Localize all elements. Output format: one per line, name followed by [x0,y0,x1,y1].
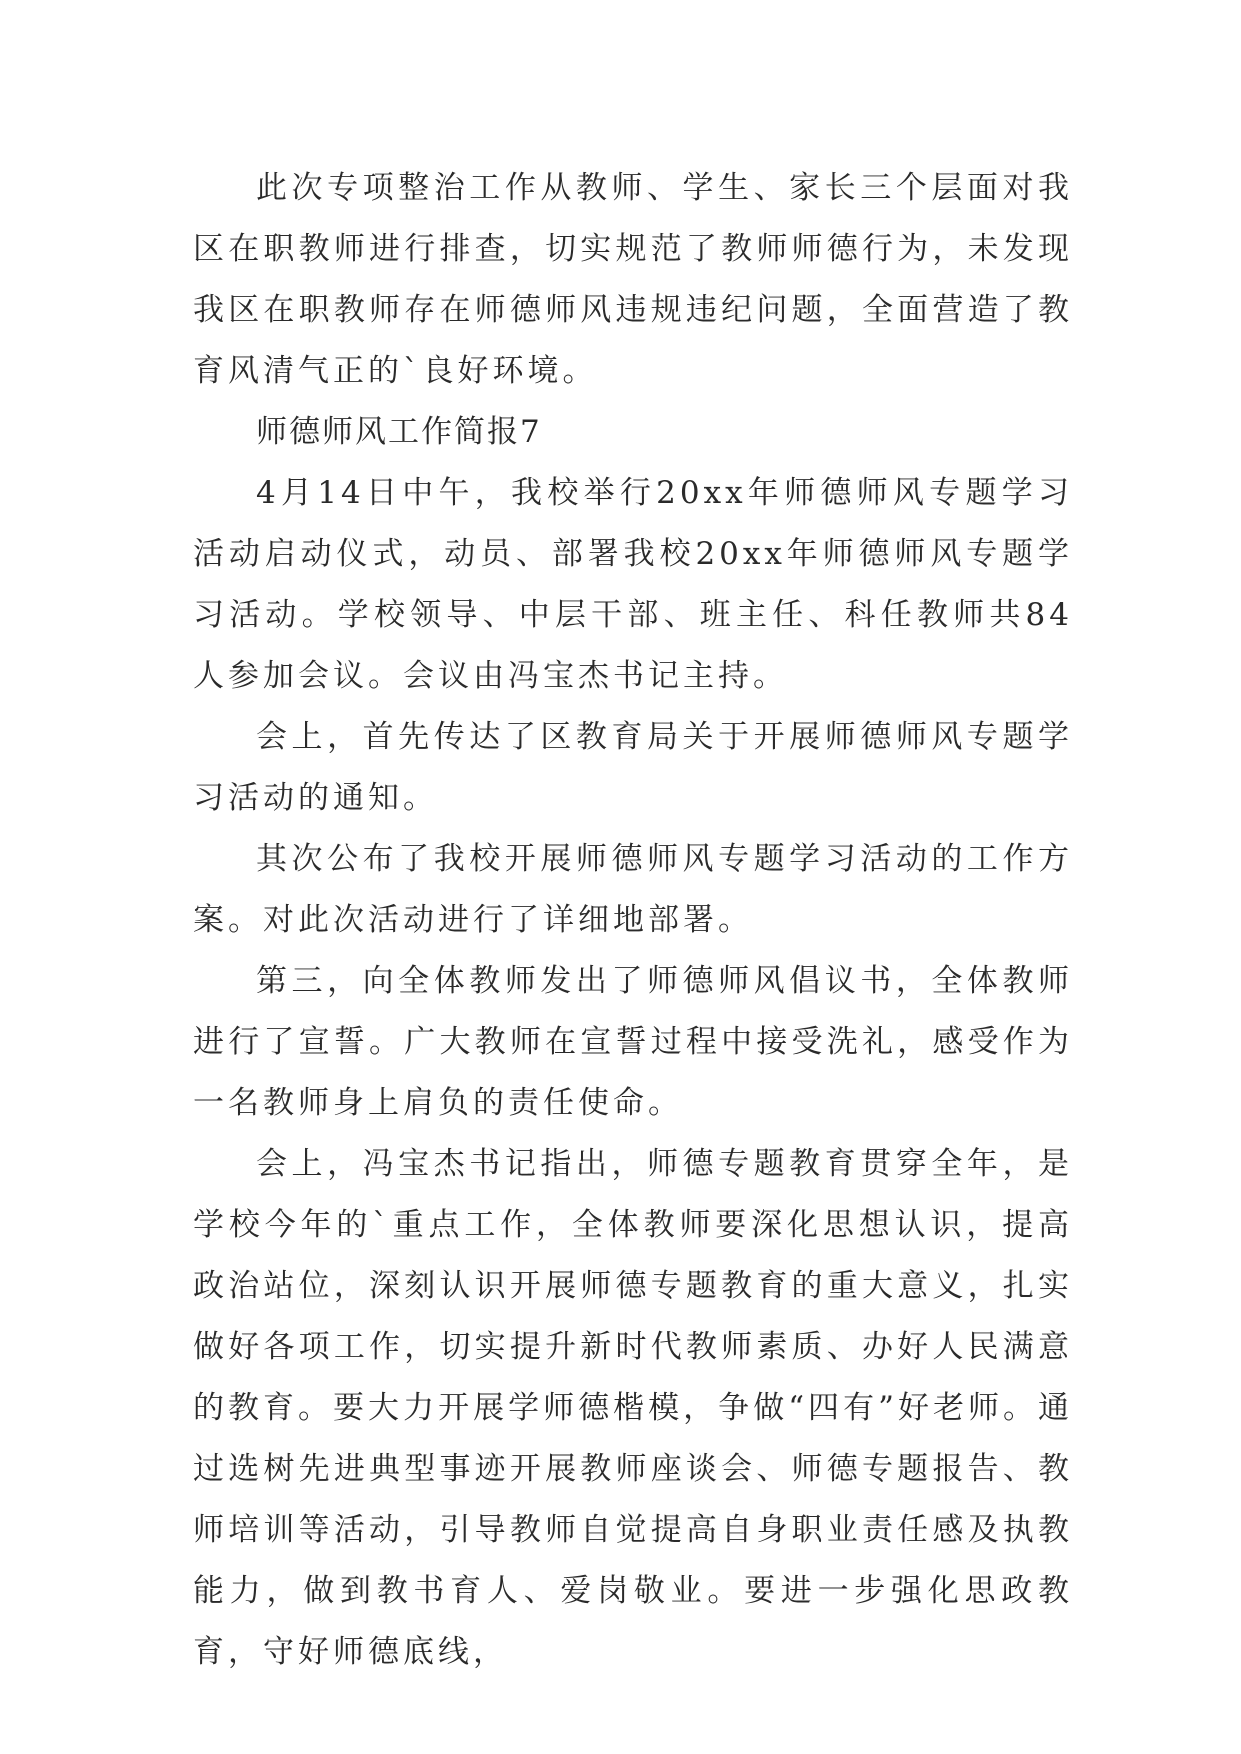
document-body [193,158,1073,1683]
paragraph-work-plan: 其次公布了我校开展师德师风专题学习活动的工作方案。对此次活动进行了详细地部署。 [193,841,1073,938]
paragraph-initiative-oath: 第三，向全体教师发出了师德师风倡议书，全体教师进行了宣誓。广大教师在宣誓过程中接受洗礼，感受作为一名教师身上肩负的责任使命。 [193,963,1073,1121]
paragraph-notice-conveyed: 会上，首先传达了区教育局关于开展师德师风专题学习活动的通知。 [193,719,1073,816]
paragraph-rectification-summary: 此次专项整治工作从教师、学生、家长三个层面对我区在职教师进行排查，切实规范了教师师德行为，未发现我区在职教师存在师德师风违规违纪问题，全面营造了教育风清气正的`良好环境。 [193,170,1073,389]
section-heading-briefing-7: 师德师风工作简报7 [256,414,542,450]
paragraph-secretary-remarks: 会上，冯宝杰书记指出，师德专题教育贯穿全年，是学校今年的`重点工作，全体教师要深化思想认识，提高政治站位，深刻认识开展师德专题教育的重大意义，扎实做好各项工作，切实提升新时代教师素质、办好人民满意的教育。要大力开展学师德楷模，争做“四有”好老师。通过选树先进典型事迹开展教师座谈会、师德专题报告、教师培训等活动，引导教师自觉提高自身职业责任感及执教能力，做到教书育人、爱岗敬业。要进一步强化思政教育，守好师德底线， [193,1146,1073,1670]
paragraph-launch-ceremony: 4月14日中午，我校举行20xx年师德师风专题学习活动启动仪式，动员、部署我校20xx年师德师风专题学习活动。学校领导、中层干部、班主任、科任教师共84人参加会议。会议由冯宝杰书记主持。 [193,475,1073,694]
